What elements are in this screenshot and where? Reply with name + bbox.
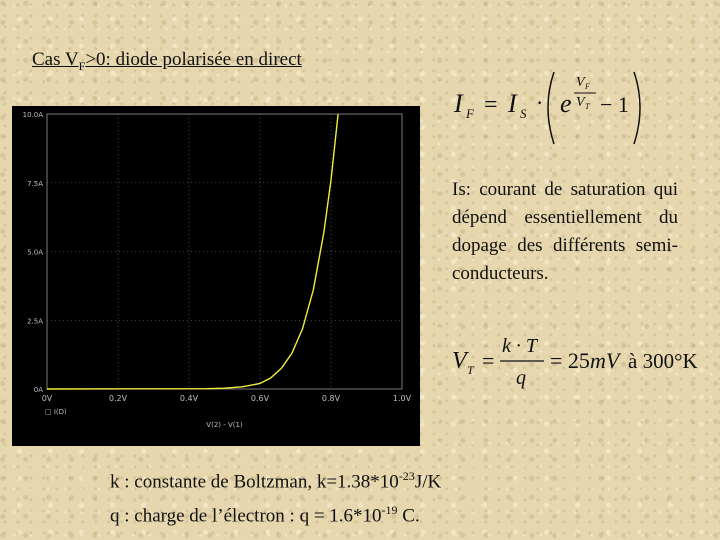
eq-if-sub: F <box>466 106 474 121</box>
boltzmann-exp: -23 <box>398 469 415 483</box>
slide-title <box>32 49 302 74</box>
saturation-description: Is: courant de saturation qui dépend essentiellement du dopage des différents semi-conducteurs. <box>452 179 678 284</box>
diode-iv-chart <box>12 106 420 446</box>
charge-line <box>110 496 441 530</box>
boltzmann-unit: J/K <box>414 471 442 493</box>
plot-frame <box>47 114 402 389</box>
x-tick-label: 1.0V <box>392 394 412 403</box>
legend-label: □ I(D) <box>45 408 67 416</box>
vt-eq1: = <box>482 348 495 373</box>
charge-unit: C. <box>397 505 420 527</box>
boltzmann-line <box>110 462 441 496</box>
eq-dot: · <box>536 90 544 115</box>
constants-block <box>110 462 441 531</box>
y-tick-label: 5.0A <box>27 248 43 257</box>
eq-exp-den-sub: T <box>585 102 590 111</box>
x-tick-label: 0.6V <box>250 394 270 403</box>
x-tick-label: 0.4V <box>179 394 199 403</box>
eq-is-sub: S <box>520 106 527 121</box>
title-part-1: Cas V <box>32 49 79 70</box>
y-tick-label: 2.5A <box>27 317 43 326</box>
eq-equals: = <box>484 92 498 118</box>
right-paren <box>634 72 640 144</box>
title-subscript: F <box>78 58 86 73</box>
vt-lhs: V <box>452 348 467 374</box>
eq-exp-den: V <box>576 95 585 110</box>
x-tick-label: 0.8V <box>321 394 341 403</box>
left-paren <box>548 72 554 144</box>
vt-den: q <box>516 367 526 389</box>
charge-exp: -19 <box>381 503 398 518</box>
x-axis-label: V(2) - V(1) <box>206 421 243 429</box>
thermal-voltage-equation <box>450 332 712 396</box>
x-tick-label: 0V <box>41 394 53 403</box>
vt-eq2: = 25 <box>550 348 590 373</box>
y-tick-label: 10.0A <box>22 111 43 119</box>
boltzmann-text: k : constante de Boltzman, k=1.38*10 <box>110 471 399 493</box>
y-tick-label: 0A <box>33 386 43 394</box>
title-part-2: >0: diode polarisée en direct <box>85 49 302 70</box>
x-tick-label: 0.2V <box>108 394 128 403</box>
vt-rest: à 300°K <box>628 349 698 373</box>
eq-minus-one: − 1 <box>600 92 629 117</box>
vt-lhs-sub: T <box>467 363 474 377</box>
eq-is: I <box>508 89 517 118</box>
diode-equation <box>450 66 660 148</box>
diode-current-curve <box>47 114 338 389</box>
y-tick-label: 7.5A <box>27 179 43 188</box>
eq-exp-num: V <box>576 75 585 90</box>
chart-svg <box>12 106 420 446</box>
charge-text: q : charge de l’électron : q = 1.6*10 <box>110 505 382 527</box>
vt-unit: mV <box>590 348 620 373</box>
eq-exp-num-sub: F <box>585 82 590 91</box>
vt-num: k · T <box>502 335 537 357</box>
eq-if: I <box>454 89 463 118</box>
eq-exp-e: e <box>560 89 572 118</box>
